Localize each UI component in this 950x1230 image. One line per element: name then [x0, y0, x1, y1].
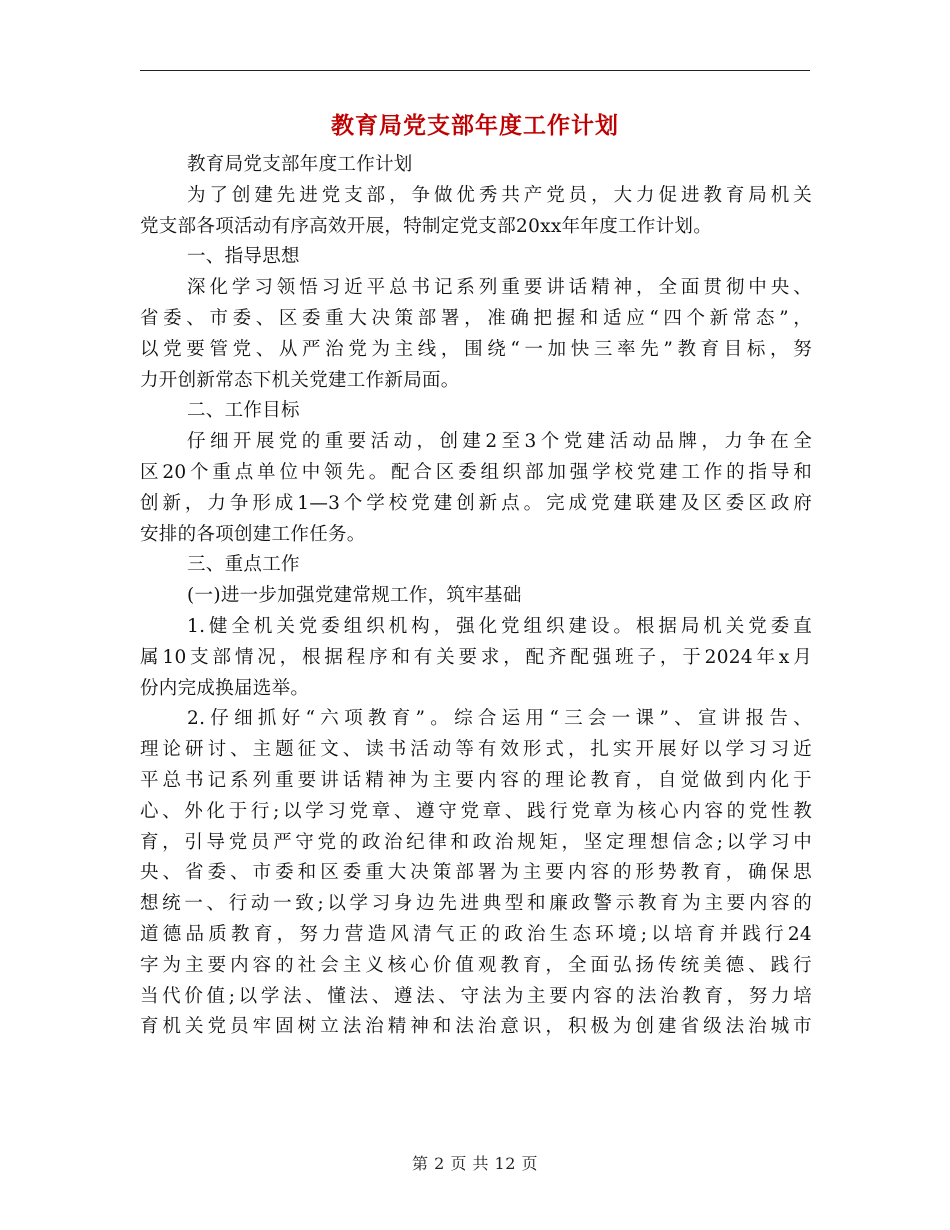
paragraph-line: 当代价值;以学法、懂法、遵法、守法为主要内容的法治教育，努力培 [140, 985, 812, 1007]
paragraph-line: 育，引导党员严守党的政治纪律和政治规矩，坚定理想信念;以学习中 [140, 831, 812, 853]
paragraph-line: 力开创新常态下机关党建工作新局面。 [140, 369, 460, 391]
section-heading: 二、工作目标 [187, 400, 300, 422]
section-heading: 一、指导思想 [187, 246, 300, 268]
paragraph-line: 字为主要内容的社会主义核心价值观教育，全面弘扬传统美德、践行 [140, 954, 812, 976]
document-title: 教育局党支部年度工作计划 [331, 112, 619, 139]
page-number-footer: 第 2 页 共 12 页 [412, 1154, 538, 1173]
paragraph-line: 2.仔细抓好“六项教育”。综合运用“三会一课”、宣讲报告、 [187, 708, 812, 730]
paragraph-line: 以党要管党、从严治党为主线，围绕“一加快三率先”教育目标，努 [140, 338, 812, 360]
paragraph-line: 区20个重点单位中领先。配合区委组织部加强学校党建工作的指导和 [140, 461, 812, 483]
paragraph-line: 创新，力争形成1—3个学校党建创新点。完成党建联建及区委区政府 [140, 492, 812, 514]
paragraph-line: 平总书记系列重要讲话精神为主要内容的理论教育，自觉做到内化于 [140, 769, 812, 791]
paragraph-line: 省委、市委、区委重大决策部署，准确把握和适应“四个新常态”， [140, 307, 812, 329]
section-heading: 三、重点工作 [187, 554, 300, 576]
paragraph-line: 1.健全机关党委组织机构，强化党组织建设。根据局机关党委直 [187, 615, 812, 637]
paragraph-line: 仔细开展党的重要活动，创建2至3个党建活动品牌，力争在全 [187, 431, 812, 453]
paragraph-line: 深化学习领悟习近平总书记系列重要讲话精神，全面贯彻中央、 [187, 277, 812, 299]
paragraph-line: 心、外化于行;以学习党章、遵守党章、践行党章为核心内容的党性教 [140, 800, 812, 822]
header-rule [140, 70, 810, 71]
document-body [140, 150, 812, 1043]
paragraph-line: 教育局党支部年度工作计划 [187, 154, 413, 175]
paragraph-line: 份内完成换届选举。 [140, 677, 310, 699]
paragraph-line: 育机关党员牢固树立法治精神和法治意识，积极为创建省级法治城市 [140, 1016, 812, 1038]
paragraph-line: 想统一、行动一致;以学习身边先进典型和廉政警示教育为主要内容的 [140, 893, 812, 915]
paragraph-line: 央、省委、市委和区委重大决策部署为主要内容的形势教育，确保思 [140, 862, 812, 884]
paragraph-line: 属10支部情况，根据程序和有关要求，配齐配强班子，于2024年x月 [140, 646, 812, 668]
paragraph-line: 为了创建先进党支部，争做优秀共产党员，大力促进教育局机关 [187, 184, 812, 206]
paragraph-line: 道德品质教育，努力营造风清气正的政治生态环境;以培育并践行24 [140, 923, 812, 945]
paragraph-line: 党支部各项活动有序高效开展，特制定党支部20xx年年度工作计划。 [140, 215, 713, 237]
paragraph-line: 理论研讨、主题征文、读书活动等有效形式，扎实开展好以学习习近 [140, 739, 812, 761]
subsection-heading: (一)进一步加强党建常规工作，筑牢基础 [187, 585, 522, 607]
paragraph-line: 安排的各项创建工作任务。 [140, 523, 366, 545]
